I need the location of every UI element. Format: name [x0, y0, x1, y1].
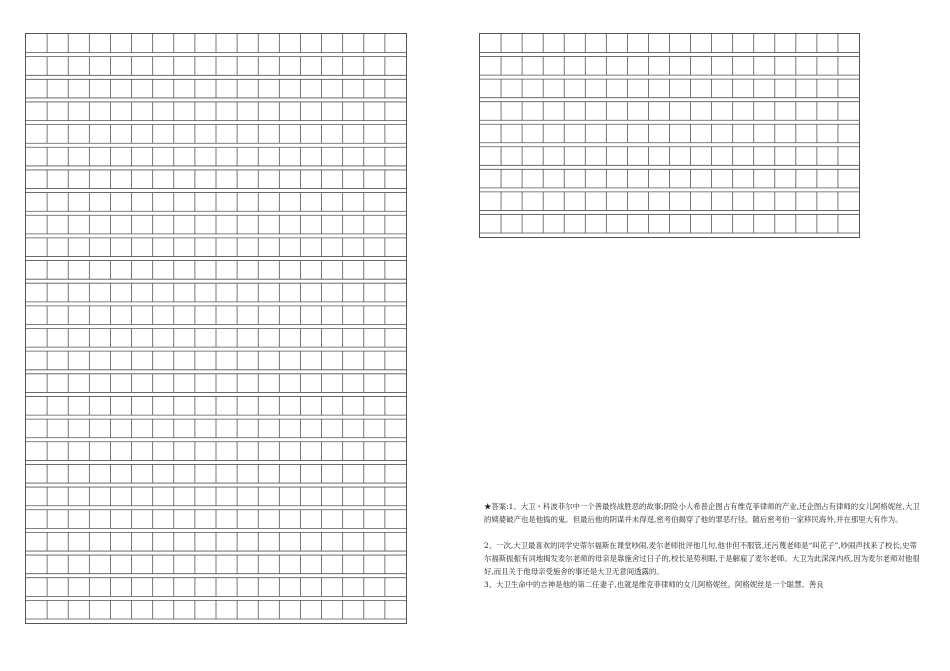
answer-paragraph-2: 2、一次,大卫最喜欢的同学史蒂尔福斯在课堂吵闹,麦尔老师批评他几句,他非但不服管,还污蔑老师是“叫花子”,吵闹声找来了校长,史蒂尔福斯振振有词地揭发麦尔老师的母亲是靠施舍过日子的,校长是势利眼,于是解雇了麦尔老师。大卫为此深深内疚,因为麦尔老师对他很好,而且关于他母亲受施舍的事还是大卫无意间透露的。 [484, 541, 920, 576]
writing-grid-left [25, 33, 407, 624]
grid-lines-left [26, 34, 406, 623]
grid-lines-right [480, 34, 859, 237]
answer-paragraph-3: 3、大卫生命中的吉神是他的第二任妻子,也就是维克菲律师的女儿阿格妮丝。阿格妮丝是一个聪慧、善良 [484, 580, 824, 589]
answer-paragraph-1: ★答案:1、大卫・科波菲尔中一个善最终战胜恶的故事;阴险小人希普企图占有维克菲律师的产业,还企图占有律师的女儿阿格妮丝,大卫的姨婆破产也是他捣的鬼。但最后他的阴谋并未得逞,密考伯揭穿了他的罪恶行径。随后密考伯一家移民海外,并在那里大有作为。 [484, 502, 920, 524]
writing-grid-right [479, 33, 860, 238]
answer-section [484, 500, 920, 591]
paragraph-gap [484, 526, 920, 539]
